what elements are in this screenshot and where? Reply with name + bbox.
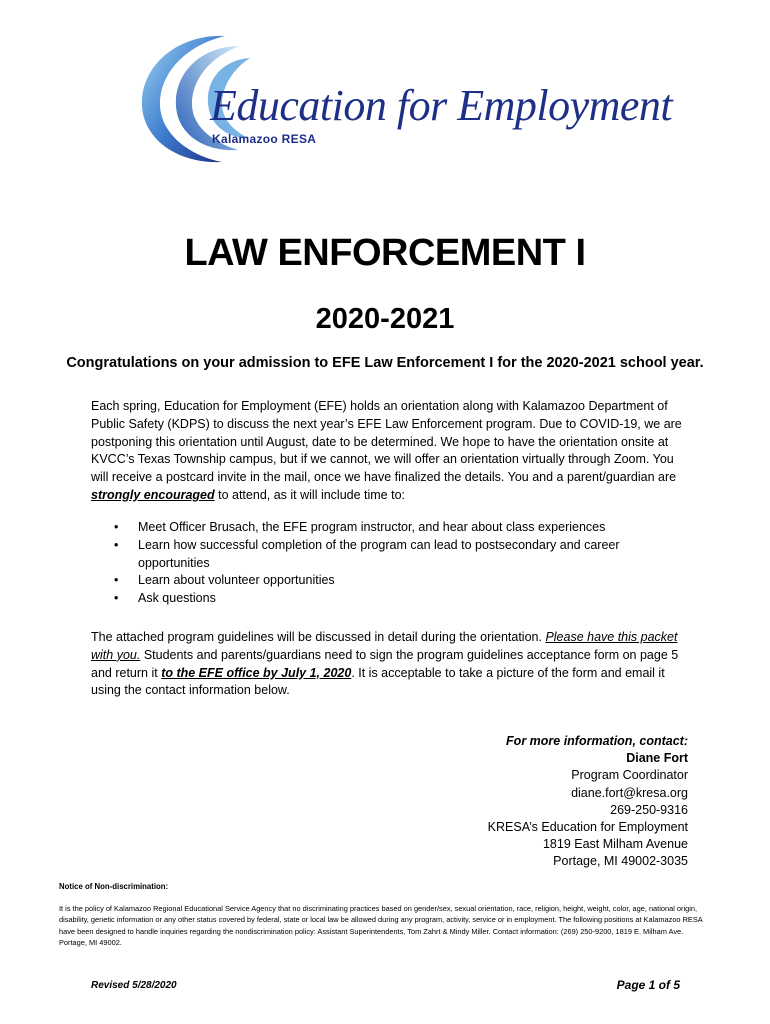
logo-subtitle: Kalamazoo RESA: [212, 132, 317, 146]
notice-heading: Notice of Non-discrimination:: [59, 882, 169, 891]
congratulations-line: Congratulations on your admission to EFE Law Enforcement I for the 2020-2021 school year.: [66, 355, 704, 371]
list-item: [112, 537, 692, 573]
page-title: LAW ENFORCEMENT I: [184, 232, 586, 274]
page-number: Page 1 of 5: [616, 978, 680, 992]
paragraph-text: . It is acceptable to take a picture of the form and email it using the contact information below.: [91, 665, 665, 698]
italic-note: Please have this packet with you.: [91, 630, 678, 662]
logo-title: Education for Employment: [210, 81, 673, 130]
bullet-icon: •: [114, 591, 119, 606]
efe-logo: [130, 28, 673, 168]
contact-role: Program Coordinator: [571, 768, 688, 783]
orientation-paragraph: [91, 398, 691, 505]
contact-organization: KRESA’s Education for Employment: [487, 820, 688, 835]
contact-phone: 269-250-9316: [610, 802, 688, 817]
contact-heading: For more information, contact:: [506, 734, 688, 748]
contact-block: [488, 733, 688, 871]
list-item: [112, 572, 692, 590]
list-item: [112, 519, 692, 537]
paragraph-text: The attached program guidelines will be discussed in detail during the orientation.: [91, 630, 546, 644]
contact-name: Diane Fort: [626, 751, 688, 766]
list-item-text: Meet Officer Brusach, the EFE program instructor, and hear about class experiences: [138, 520, 606, 534]
school-year: 2020-2021: [315, 303, 455, 335]
paragraph-text: Each spring, Education for Employment (EFE) holds an orientation along with Kalamazoo Department of Public Safety (KDPS) to discuss the next year’s EFE Law Enforcement program. Due to COVID-19, we are postponing this orientation until August, date to be determined. We hope to have the orientation onsite at KVCC’s Texas Township campus, but if we cannot, we will offer an orientation virtually through Zoom. You will receive a postcard invite in the mail, once we have finalized the details. You and a parent/guardian are: [91, 399, 682, 485]
list-item-text: Learn how successful completion of the program can lead to postsecondary and career opportunities: [138, 537, 620, 570]
list-item-text: Learn about volunteer opportunities: [138, 573, 335, 588]
list-item: [112, 590, 692, 608]
contact-street: 1819 East Milham Avenue: [542, 837, 688, 852]
paragraph-text: Students and parents/guardians need to sign the program guidelines acceptance form on page 5 and return it: [91, 647, 679, 680]
orientation-bullet-list: [112, 519, 692, 608]
bullet-icon: •: [114, 537, 119, 552]
deadline-emphasis: to the EFE office by July 1, 2020: [161, 665, 352, 680]
revised-date: Revised 5/28/2020: [91, 980, 177, 991]
contact-email[interactable]: diane.fort@kresa.org: [571, 785, 688, 800]
list-item-text: Ask questions: [138, 591, 216, 606]
bullet-icon: •: [114, 520, 119, 534]
guidelines-paragraph: [91, 629, 691, 700]
emphasis-text: strongly encouraged: [91, 487, 215, 502]
notice-body: It is the policy of Kalamazoo Regional Educational Service Agency that no discriminating practices based on gender/sex, sexual orientation, race, religion, height, weight, color, age, national origin, disability, genetic information or any other status covered by federal, state or local law be allowed during any program, activity, service or in employment. The following positions at Kalamazoo RESA have been designed to handle inquiries regarding the nondiscrimination policy: Assistant Superintendents, Tom Zahrt & Mindy Miller. Contact information: (269) 250-9200, 1819 E. Milham Ave. Portage, MI 49002.: [59, 904, 703, 948]
contact-city: Portage, MI 49002-3035: [553, 854, 688, 869]
paragraph-text: to attend, as it will include time to:: [214, 487, 406, 502]
bullet-icon: •: [114, 573, 119, 588]
